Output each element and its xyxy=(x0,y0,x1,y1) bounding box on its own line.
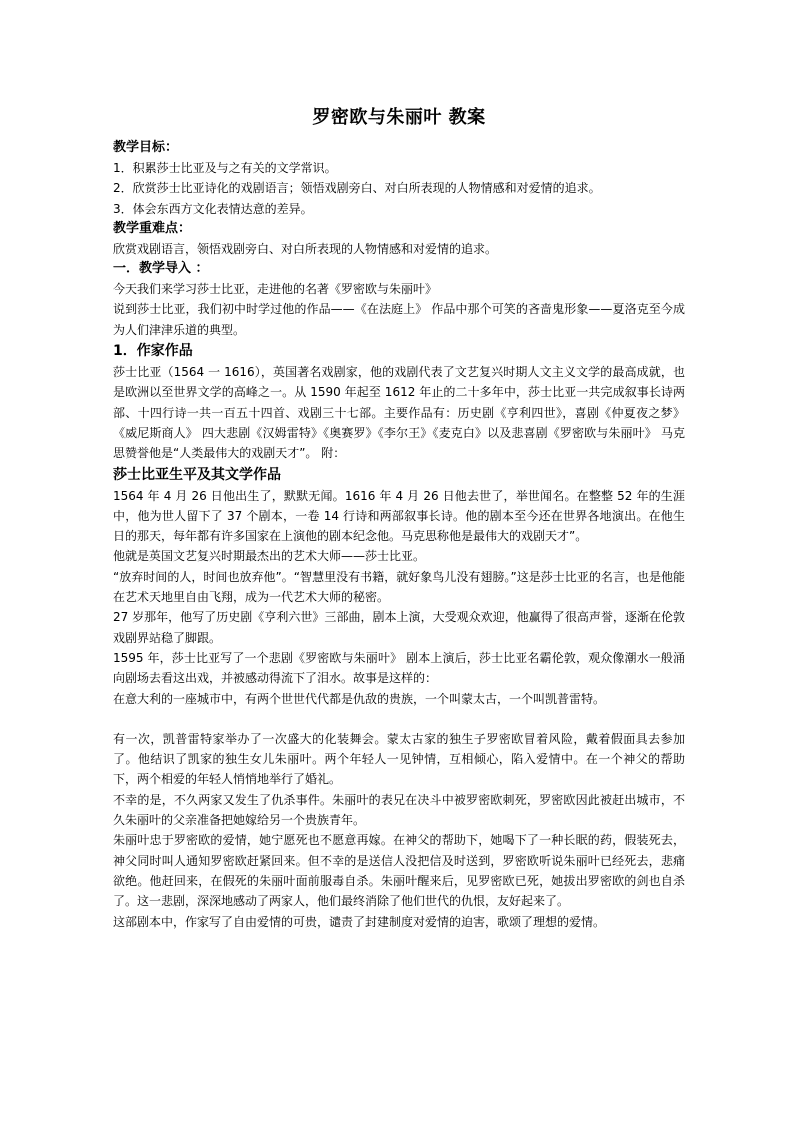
intro-paragraph-1: 今天我们来学习莎士比亚，走进他的名著《罗密欧与朱丽叶》 xyxy=(113,282,438,297)
life-paragraph-3: “放弃时间的人，时间也放弃他”。“智慧里没有书籍，就好象鸟儿没有翅膀。”这是莎士比亚的名言，也是他能在艺术天地里自由飞翔，成为一代艺术大师的秘密。 xyxy=(113,569,685,605)
story-paragraph-4: 这部剧本中，作家写了自由爱情的可贵，谴责了封建制度对爱情的迫害，歌颂了理想的爱情。 xyxy=(113,914,606,929)
key-points-heading: 教学重难点： xyxy=(113,220,192,236)
life-paragraph-2: 他就是英国文艺复兴时期最杰出的艺术大师——莎士比亚。 xyxy=(113,549,426,564)
life-works-heading: 莎士比亚生平及其文学作品 xyxy=(113,466,281,483)
objectives-heading: 教学目标： xyxy=(113,140,179,155)
story-paragraph-3: 朱丽叶忠于罗密欧的爱情，她宁愿死也不愿意再嫁。在神父的帮助下，她喝下了一种长眠的药，假装死去，神父同时叫人通知罗密欧赶紧回来。但不幸的是送信人没把信及时送到，罗密欧听说朱丽叶已经死去，悲痛欲绝。他赶回来，在假死的朱丽叶面前服毒自杀。朱丽叶醒来后，见罗密欧已死，她拔出罗密欧的剑也自杀了。这一悲剧，深深地感动了两家人，他们最终消除了他们世代的仇恨，友好起来了。 xyxy=(113,833,685,909)
objective-item-1: 1．积累莎士比亚及与之有关的文学常识。 xyxy=(113,161,337,175)
objective-item-3: 3．体会东西方文化表情达意的差异。 xyxy=(113,201,313,216)
document-title: 罗密欧与朱丽叶 教案 xyxy=(312,107,486,128)
life-paragraph-5: 1595 年，莎士比亚写了一个悲剧《罗密欧与朱丽叶》 剧本上演后，莎士比亚名霸伦敦，观众像潮水一般涌向剧场去看这出戏，并被感动得流下了泪水。故事是这样的： xyxy=(113,650,685,686)
intro-paragraph-2: 说到莎士比亚，我们初中时学过他的作品——《在法庭上》 作品中那个可笑的吝啬鬼形象——夏洛克至今成为人们津津乐道的典型。 xyxy=(113,302,685,337)
document-page xyxy=(113,104,685,932)
blank-line xyxy=(113,709,685,729)
life-paragraph-4: 27 岁那年，他写了历史剧《亨利六世》三部曲，剧本上演，大受观众欢迎，他赢得了很高声誉，逐渐在伦敦戏剧界站稳了脚跟。 xyxy=(113,610,685,645)
objective-item-2: 2．欣赏莎士比亚诗化的戏剧语言；领悟戏剧旁白、对白所表现的人物情感和对爱情的追求。 xyxy=(113,181,601,196)
section-intro-heading: 一．教学导入 ： xyxy=(113,261,209,277)
key-points-text: 欣赏戏剧语言，领悟戏剧旁白、对白所表现的人物情感和对爱情的追求。 xyxy=(113,241,498,256)
life-paragraph-6: 在意大利的一座城市中，有两个世世代代都是仇敌的贵族，一个叫蒙太古，一个叫凯普雷特。 xyxy=(113,691,606,706)
life-paragraph-1: 1564 年 4 月 26 日他出生了，默默无闻。1616 年 4 月 26 日他去世了，举世闻名。在整整 52 年的生涯中，他为世人留下了 37 个剧本，一卷 14 行诗和两部叙事长诗。他的剧本至今还在世界各地演出。在他生日的那天，每年都有许多国家在上演他的剧本纪念他。马克思称他是最伟大的戏剧天才”。 xyxy=(113,488,685,544)
author-works-paragraph: 莎士比亚（1564 一 1616），英国著名戏剧家，他的戏剧代表了文艺复兴时期人文主义文学的最高成就，也是欧洲以至世界文学的高峰之一。从 1590 年起至 1612 年止的二十多年中，莎士比亚一共完成叙事长诗两部、十四行诗一共一百五十四首、戏剧三十七部。主要作品有：历史剧《亨利四世》，喜剧《仲夏夜之梦》《威尼斯商人》 四大悲剧《汉姆雷特》《奥赛罗》《李尔王》《麦克白》以及悲喜剧《罗密欧与朱丽叶》 马克思赞誉他是“人类最伟大的戏剧天才”。 附： xyxy=(113,365,685,461)
story-paragraph-1: 有一次，凯普雷特家举办了一次盛大的化装舞会。蒙太古家的独生子罗密欧冒着风险，戴着假面具去参加了。他结识了凯家的独生女儿朱丽叶。两个年轻人一见钟情，互相倾心，陷入爱情中。在一个神父的帮助下，两个相爱的年轻人悄悄地举行了婚礼。 xyxy=(113,731,685,787)
author-works-heading: 1．作家作品 xyxy=(113,343,193,360)
story-paragraph-2: 不幸的是，不久两家又发生了仇杀事件。朱丽叶的表兄在决斗中被罗密欧刺死，罗密欧因此被赶出城市，不久朱丽叶的父亲准备把她嫁给另一个贵族青年。 xyxy=(113,792,685,828)
